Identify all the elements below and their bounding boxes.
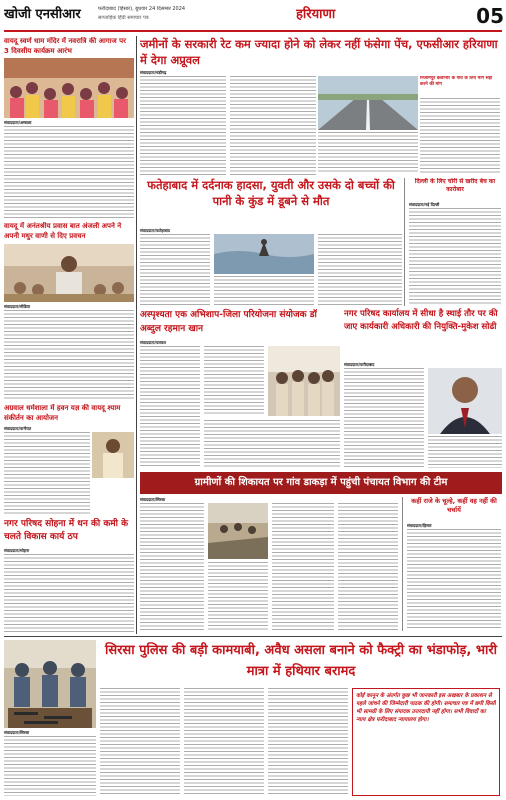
left-story1-body <box>4 126 134 220</box>
delhi-box-byline: संवाददाता/नई दिल्ली <box>409 202 440 207</box>
gramin-byline: संवाददाता/सिरसा <box>140 497 166 502</box>
lead-story-byline: संवाददाता/चंडीगढ़ <box>140 70 167 75</box>
left-story1-title: वायदू स्वर्ण धाम मंदिर में नवरात्रि की आगाज पर 3 दिवसीय कार्यक्रम आरंभ <box>4 37 126 55</box>
gramin-photo-1 <box>208 503 268 559</box>
left-story2-byline: संवाददाता/मीडिया <box>4 304 30 309</box>
gramin-banner <box>140 472 502 494</box>
fatehabad-body-3 <box>318 234 402 306</box>
masthead <box>0 0 506 34</box>
nagar-parishad-byline: संवाददाता/फरीदाबाद <box>344 362 375 367</box>
nagar-parishad-title: नगर परिषद कार्यालय में सीधा है स्थाई तौर पर की जाए कार्यकारी अधिकारी की नियुक्ति-मुकेश सोढी <box>344 309 498 332</box>
kahi-box-byline: संवाददाता/हिसार <box>407 523 432 528</box>
portrait-photo <box>428 368 502 434</box>
notice-text: कोई कानून के अंतर्गत कुछ भी जानकारी इस अखबार के प्रकाशन से पहले जांचने की जिम्मेदारी पाठक की होगी। समाचार पत्र में छपी किसी भी सामग्री के लिए संपादक उत्तरदायी नहीं होगा। सभी विवादों का न्याय क्षेत्र फरीदाबाद न्यायालय होगा। <box>356 693 496 723</box>
highway-photo <box>318 76 418 130</box>
gramin-body-2 <box>208 562 268 631</box>
gramin-body-1 <box>140 503 204 631</box>
masthead-rule <box>4 30 502 32</box>
section-name: हरियाणा <box>296 7 336 22</box>
abhishap-photo <box>268 346 340 416</box>
sirsa-body-1 <box>4 736 96 796</box>
side-box-body <box>420 98 500 174</box>
sirsa-top-rule <box>4 636 502 637</box>
abhishap-body-2 <box>204 346 264 416</box>
nagar-parishad-body-1 <box>344 368 424 468</box>
side-box <box>318 76 500 174</box>
left-column-rule <box>136 36 137 634</box>
speaker-photo <box>4 244 134 302</box>
fatehabad-body-1 <box>140 234 210 306</box>
gramin-title: ग्रामीणों की शिकायत पर गांव डाकड़ा में पहुंची पंचायत विभाग की टीम <box>194 477 448 488</box>
kahi-box <box>402 497 503 631</box>
lead-story-body-1 <box>140 76 226 176</box>
gramin-body-3 <box>272 503 334 631</box>
kahi-box-body <box>407 529 501 629</box>
sirsa-body-4 <box>268 688 348 796</box>
sirsa-body-2 <box>100 688 180 796</box>
notice-box <box>352 688 500 796</box>
left-story4-body <box>4 554 134 634</box>
kahi-box-title: कहीं राजे के चूल्हे, कहीं वह नहीं की चर्चायें <box>411 497 497 514</box>
left-story2-title: वायदू में अनंतश्रीय प्रवास बात अंजली अपने ने अपनी मधुर वाणी से दिए प्रवचन <box>4 222 122 240</box>
gramin-body-4 <box>338 503 398 631</box>
sirsa-byline: संवाददाता/सिरसा <box>4 730 30 735</box>
left-story4-byline: संवाददाता/सोहना <box>4 548 30 553</box>
fatehabad-body-2 <box>214 276 314 306</box>
left-story1-byline: संवाददाता/अम्बाला <box>4 120 32 125</box>
left-story3-body <box>4 432 90 514</box>
abhishap-byline: संवाददाता/पलवल <box>140 340 166 345</box>
abhishap-body-1 <box>140 346 200 468</box>
left-story3-byline: संवाददाता/पानीपत <box>4 426 32 431</box>
delhi-box <box>404 178 503 306</box>
left-story3-title: अग्रवाल धर्मशाला में हवन यज्ञ की वायदू श्याम संकीर्तन का आयोजन <box>4 404 121 422</box>
sirsa-title: सिरसा पुलिस की बड़ी कामयाबी, अवैध असला बनाने को फैक्ट्री का भंडाफोड़, भारी मात्रा में हथियार बरामद <box>104 643 498 679</box>
fatehabad-byline: संवाददाता/फतेहाबाद <box>140 228 170 233</box>
newspaper-name: खोजी एनसीआर <box>4 7 81 22</box>
lead-story-title: जमीनों के सरकारी रेट कम ज्यादा होने को लेकर नहीं फंसेगा पेंच, एफसीआर हरियाणा में देगा अप्रूवल <box>140 37 498 67</box>
lead-story-body-2 <box>230 76 316 176</box>
side-box-caption <box>318 132 418 174</box>
crowd-photo <box>4 58 134 118</box>
subline: साप्ताहिक हिंदी समाचार पत्र <box>98 15 149 21</box>
dateline: फरीदाबाद (हिसार), बुधवार 24 दिसम्बर 2024 <box>98 6 186 12</box>
left-story2-body <box>4 310 134 400</box>
drowning-photo <box>214 234 314 274</box>
nagar-parishad-body-2 <box>428 436 502 468</box>
sirsa-photo <box>4 640 96 728</box>
left-story4-title: नगर परिषद सोहना में धन की कमी के चलते विकास कार्य ठप <box>4 519 128 542</box>
delhi-box-title: दिल्ली के लिए चोरी से खरीद बेच का कारोबार <box>414 178 496 193</box>
page-number: 05 <box>476 4 504 28</box>
abhishap-body-3 <box>204 420 340 468</box>
abhishap-title: अस्पृश्यता एक अभिशाप-जिला परियोजना संयोजक डॉ अब्दुल रहमान खान <box>140 310 317 334</box>
havan-photo <box>92 432 134 478</box>
fatehabad-title: फतेहाबाद में दर्दनाक हादसा, युवती और उसके दो बच्चों की पानी के कुंड में डूबने से मौत <box>147 178 395 208</box>
sirsa-body-3 <box>184 688 264 796</box>
delhi-box-body <box>409 208 501 304</box>
side-box-title: निजामपुर कलानौर के गांव के लिए मार्ग सही करने की मांग <box>420 76 493 87</box>
